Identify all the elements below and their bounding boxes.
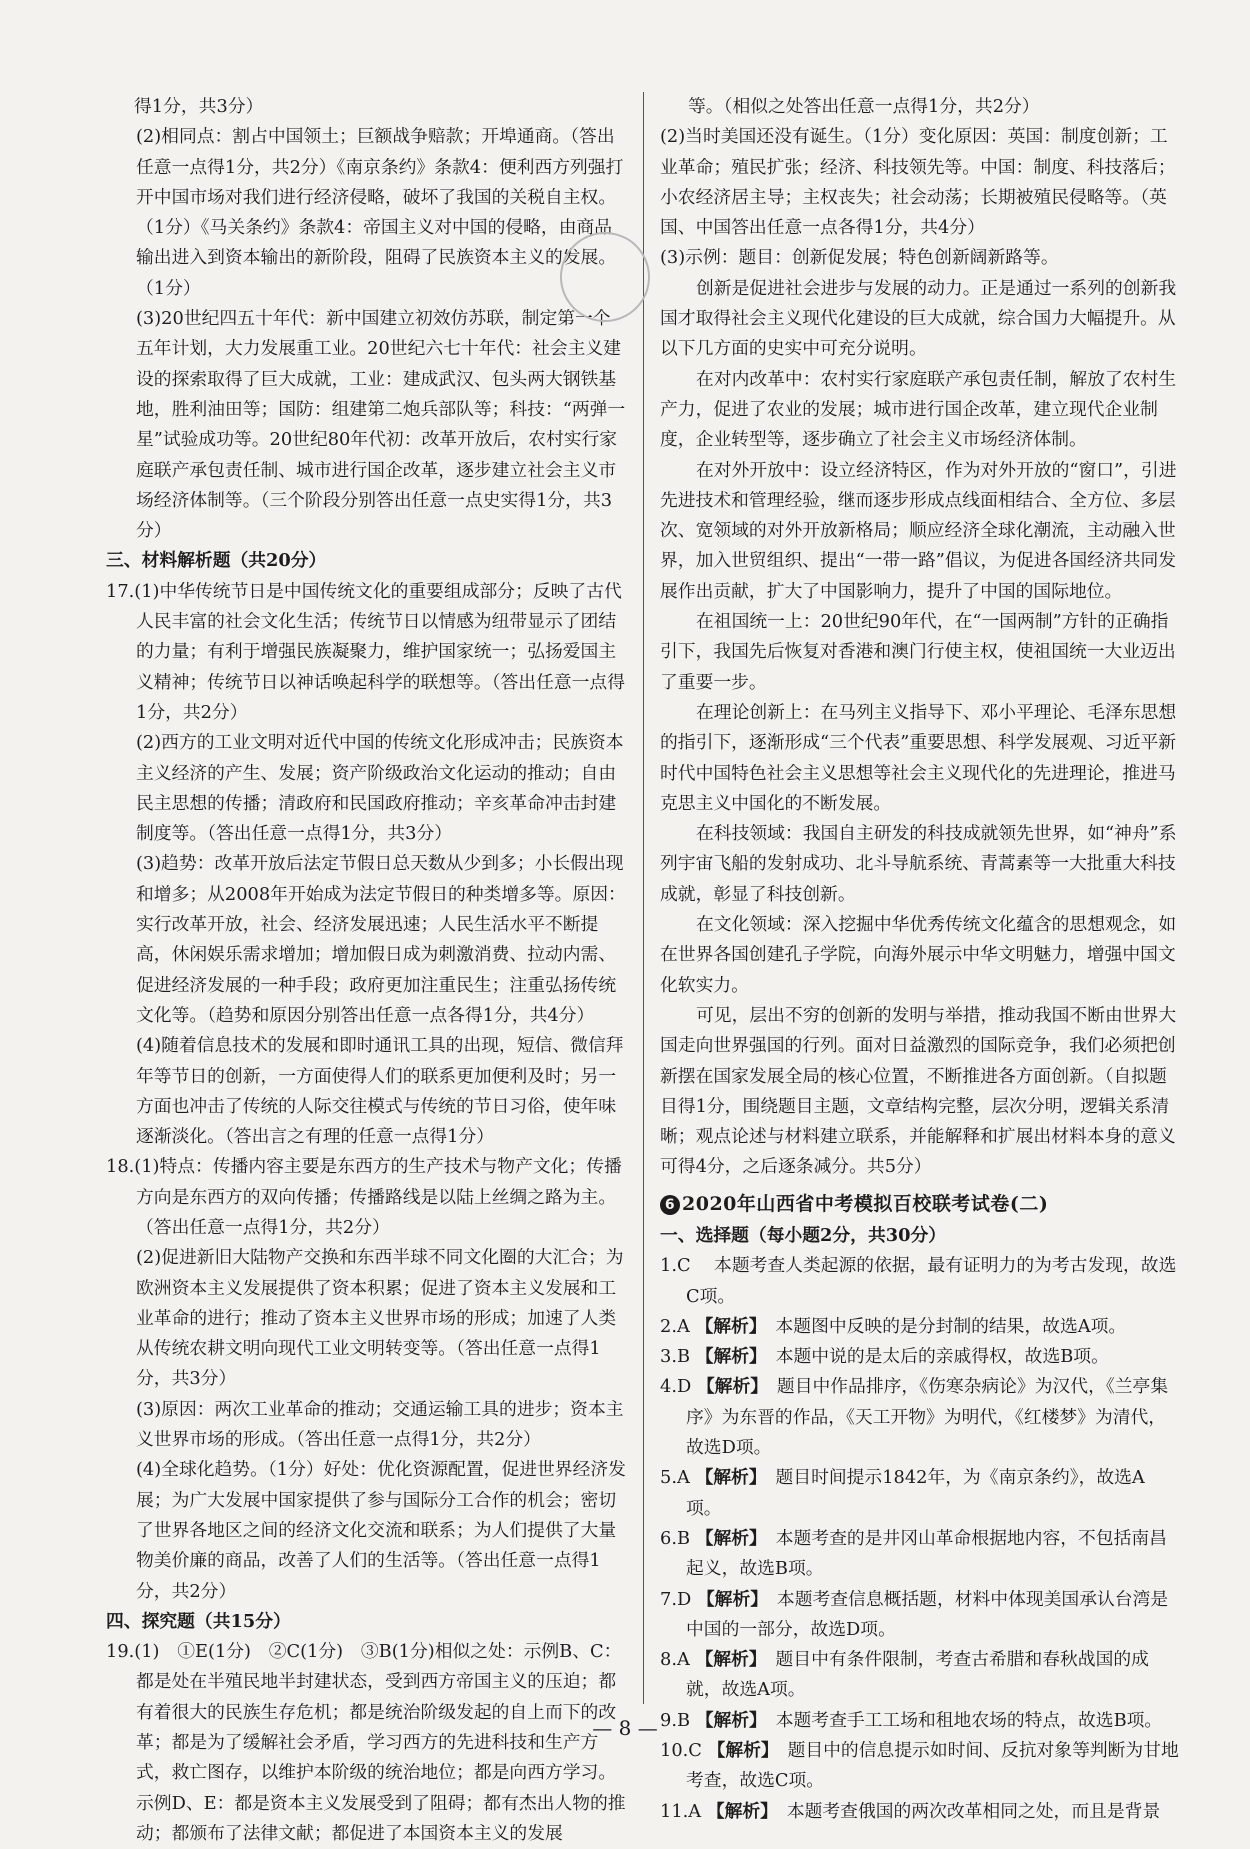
mc-answer-number: 7.D	[660, 1588, 692, 1610]
mc-analysis-text: 本题考查信息概括题，材料中体现美国承认台湾是中国的一部分，故选D项。	[686, 1588, 1169, 1640]
mc-analysis-text: 题目中有条件限制，考查古希腊和春秋战国的成就，故选A项。	[686, 1649, 1149, 1701]
mc-analysis-text: 本题考查的是井冈山革命根据地内容，不包括南昌起义，故选B项。	[686, 1527, 1167, 1580]
mc-analysis-tag: 【解析】	[695, 1527, 758, 1549]
q18-1: 18.(1)特点：传播内容主要是东西方的生产技术与物产文化；传播方向是东西方的双向传播；传播路线是以陆上丝绸之路为主。（答出任意一点得1分，共2分）	[106, 1156, 622, 1238]
mc-analysis-text: 本题中说的是太后的亲戚得权，故选B项。	[775, 1346, 1109, 1368]
mc-answer-item	[660, 1372, 1180, 1463]
mc-analysis-tag: 【解析】	[696, 1588, 760, 1610]
q16-2: (2)相同点：割占中国领土；巨额战争赔款；开埠通商。（答出任意一点得1分，共2分）《南京条约》条款4：便利西方列强打开中国市场对我们进行经济侵略，破坏了我国的关税自主权。（1分）《马关条约》条款4：帝国主义对中国的侵略，由商品输出进入到资本输出的新阶段，阻碍了民族资本主义的发展。（1分）	[136, 126, 624, 299]
mc-analysis-tag: 【解析】	[695, 1467, 758, 1489]
mc-analysis-tag: 【解析】	[695, 1346, 758, 1368]
section-3-heading: 三、材料解析题（共20分）	[106, 550, 327, 572]
q16-3: (3)20世纪四五十年代：新中国建立初效仿苏联，制定第一个五年计划，大力发展重工业。20世纪六七十年代：社会主义建设的探索取得了巨大成就，工业：建成武汉、包头两大钢铁基地，胜利油田等；国防：组建第二炮兵部队等；科技：“两弹一星”试验成功等。20世纪80年代初：改革开放后，农村实行家庭联产承包责任制、城市进行国企改革，逐步建立社会主义市场经济体制等。（三个阶段分别答出任意一点史实得1分，共3分）	[136, 308, 626, 542]
q19-1: 19.(1) ①E(1分) ②C(1分) ③B(1分)相似之处：示例B、C：都是处在半殖民地半封建状态，受到西方帝国主义的压迫；都有着很大的民族生存危机；都是统治阶级发起的自上而下的改革；都是为了缓解社会矛盾，学习西方的先进科技和生产方式，救亡图存，以维护本阶级的统治地位；都是向西方学习。示例D、E：都是资本主义发展受到了阻碍；都有杰出人物的推动；都颁布了法律文献；都促进了本国资本主义的发展	[106, 1641, 626, 1844]
mc-analysis-tag: 【解析】	[695, 1315, 758, 1337]
mc-analysis-tag: 【解析】	[696, 1376, 760, 1398]
mc-answer-item	[660, 1251, 1180, 1312]
mc-answer-item	[660, 1736, 1180, 1797]
mc-analysis-text: 题目中的信息提示如时间、反抗对象等判断为甘地考查，故选C项。	[686, 1740, 1179, 1792]
mc-analysis-text: 题目时间提示1842年，为《南京条约》，故选A项。	[686, 1467, 1145, 1519]
q19-2: (2)当时美国还没有诞生。（1分）变化原因：英国：制度创新；工业革命；殖民扩张；经济、科技领先等。中国：制度、科技落后；小农经济居主导；主权丧失；社会动荡；长期被殖民侵略等。（英国、中国答出任意一点各得1分，共4分）	[660, 126, 1176, 239]
mc-answer-number: 4.D	[660, 1376, 692, 1398]
mc-analysis-tag: 【解析】	[695, 1709, 758, 1731]
essay-p2: 在对内改革中：农村实行家庭联产承包责任制，解放了农村生产力，促进了农业的发展；城市进行国企改革，建立现代企业制度，企业转型等，逐步确立了社会主义市场经济体制。	[660, 368, 1177, 451]
column-divider	[643, 92, 644, 1704]
q17-3: (3)趋势：改革开放后法定节假日总天数从少到多；小长假出现和增多；从2008年开始成为法定节假日的种类增多等。原因：实行改革开放，社会、经济发展迅速；人民生活水平不断提高，休闲娱乐需求增加；增加假日成为刺激消费、拉动内需、促进经济发展的一种手段；政府更加注重民生；注重弘扬传统文化等。（趋势和原因分别答出任意一点各得1分，共4分）	[136, 853, 626, 1026]
mc-answer-number: 9.B	[660, 1709, 691, 1731]
mc-answer-number: 5.A	[660, 1467, 690, 1489]
mc-answer-number: 10.C	[660, 1740, 702, 1762]
mc-analysis-text: 本题图中反映的是分封制的结果，故选A项。	[775, 1315, 1127, 1337]
multiple-choice-list	[660, 1251, 1180, 1827]
essay-p8: 可见，层出不穷的创新的发明与举措，推动我国不断由世界大国走向世界强国的行列。面对日益激烈的国际竞争，我们必须把创新摆在国家发展全局的核心位置，不断推进各方面创新。（自拟题目得1分，围绕题目主题，文章结构完整，层次分明，逻辑关系清晰；观点论述与材料建立联系，并能解释和扩展出材料本身的意义可得4分，之后逐条减分。共5分）	[660, 1004, 1177, 1178]
mc-answer-number: 11.A	[660, 1800, 702, 1822]
exam-number-badge: 6	[660, 1195, 680, 1215]
right-p1: 等。（相似之处答出任意一点得1分，共2分）	[688, 96, 1040, 117]
exam-title	[660, 1189, 1180, 1219]
essay-p3: 在对外开放中：设立经济特区，作为对外开放的“窗口”，引进先进技术和管理经验，继而逐步形成点线面相结合、全方位、多层次、宽领域的对外开放新格局；顺应经济全球化潮流，主动融入世界，加入世贸组织、提出“一带一路”倡议，为促进各国经济共同发展作出贡献，扩大了中国影响力，提升了中国的国际地位。	[660, 459, 1177, 602]
left-column	[106, 92, 628, 1849]
mc-answer-item	[660, 1524, 1180, 1585]
page-number: — 8 —	[592, 1716, 658, 1740]
mc-answer-number: 3.B	[660, 1346, 691, 1368]
essay-p6: 在科技领域：我国自主研发的科技成就领先世界，如“神舟”系列宇宙飞船的发射成功、北斗导航系统、青蒿素等一大批重大科技成就，彰显了科技创新。	[660, 823, 1177, 905]
essay-p7: 在文化领域：深入挖掘中华优秀传统文化蕴含的思想观念，如在世界各国创建孔子学院，向海外展示中华文明魅力，增强中国文化软实力。	[660, 914, 1177, 996]
mc-analysis-tag: 【解析】	[695, 1649, 758, 1671]
mc-answer-item	[660, 1342, 1180, 1372]
essay-p5: 在理论创新上：在马列主义指导下、邓小平理论、毛泽东思想的指引下，逐渐形成“三个代表”重要思想、科学发展观、习近平新时代中国特色社会主义思想等社会主义现代化的先进理论，推进马克思主义中国化的不断发展。	[660, 701, 1177, 814]
mc-answer-item	[660, 1463, 1180, 1524]
mc-answer-item	[660, 1645, 1180, 1706]
q17-4: (4)随着信息技术的发展和即时通讯工具的出现，短信、微信拜年等节日的创新，一方面使得人们的联系更加便利及时；另一方面也冲击了传统的人际交往模式与传统的节日习俗，使年味逐渐淡化。（答出言之有理的任意一点得1分）	[136, 1035, 624, 1148]
mc-analysis-text: 本题考查人类起源的依据，最有证明力的为考古发现，故选C项。	[686, 1255, 1177, 1307]
q18-4: (4)全球化趋势。（1分）好处：优化资源配置，促进世界经济发展；为广大发展中国家提供了参与国际分工合作的机会；密切了世界各地区之间的经济文化交流和联系；为人们提供了大量物美价廉的商品，改善了人们的生活等。（答出任意一点得1分，共2分）	[136, 1459, 626, 1602]
mc-analysis-text: 题目中作品排序，《伤寒杂病论》为汉代，《兰亭集序》为东晋的作品，《天工开物》为明代，《红楼梦》为清代，故选D项。	[686, 1376, 1169, 1459]
q18-3: (3)原因：两次工业革命的推动；交通运输工具的进步；资本主义世界市场的形成。（答出任意一点得1分，共2分）	[136, 1398, 624, 1451]
mc-answer-number: 6.B	[660, 1527, 691, 1549]
mc-answer-item	[660, 1312, 1180, 1342]
essay-p4: 在祖国统一上：20世纪90年代，在“一国两制”方针的正确指引下，我国先后恢复对香港和澳门行使主权，使祖国统一大业迈出了重要一步。	[660, 611, 1176, 693]
q19-3: (3)示例：题目：创新促发展；特色创新阔新路等。	[660, 247, 1059, 269]
mc-analysis-tag: 【解析】	[706, 1800, 770, 1822]
mc-answer-number: 1.C	[660, 1255, 691, 1277]
essay-p1: 创新是促进社会进步与发展的动力。正是通过一系列的创新我国才取得社会主义现代化建设的巨大成就，综合国力大幅提升。从以下几方面的史实中可充分说明。	[660, 277, 1177, 360]
mc-analysis-tag: 【解析】	[707, 1740, 770, 1762]
mc-answer-number: 2.A	[660, 1315, 690, 1337]
q17-1: 17.(1)中华传统节日是中国传统文化的重要组成部分；反映了古代人民丰富的社会文化生活；传统节日以情感为纽带显示了团结的力量；有利于增强民族凝聚力，维护国家统一；弘扬爱国主义精神；传统节日以神话唤起科学的联想等。（答出任意一点得1分，共2分）	[106, 580, 625, 723]
left-p1: 得1分，共3分）	[134, 96, 264, 117]
q17-2: (2)西方的工业文明对近代中国的传统文化形成冲击；民族资本主义经济的产生、发展；资产阶级政治文化运动的推动；自由民主思想的传播；清政府和民国政府推动；辛亥革命冲击封建制度等。（答出任意一点得1分，共3分）	[136, 732, 624, 845]
mc-answer-number: 8.A	[660, 1649, 690, 1671]
mc-analysis-text: 本题考查俄国的两次改革相同之处，而且是背景	[786, 1800, 1161, 1822]
q18-2: (2)促进新旧大陆物产交换和东西半球不同文化圈的大汇合；为欧洲资本主义发展提供了资本积累；促进了资本主义发展和工业革命的进行；推动了资本主义世界市场的形成；加速了人类从传统农耕文明向现代工业文明转变等。（答出任意一点得1分，共3分）	[136, 1247, 624, 1390]
mc-answer-item	[660, 1585, 1180, 1646]
right-column	[660, 92, 1180, 1827]
exam-title-text: 2020年山西省中考模拟百校联考试卷(二)	[682, 1192, 1049, 1215]
section-1-heading: 一、选择题（每小题2分，共30分）	[660, 1224, 947, 1246]
mc-answer-item	[660, 1797, 1180, 1827]
mc-analysis-text: 本题考查手工工场和租地农场的特点，故选B项。	[775, 1709, 1163, 1731]
section-4-heading: 四、探究题（共15分）	[106, 1610, 291, 1632]
